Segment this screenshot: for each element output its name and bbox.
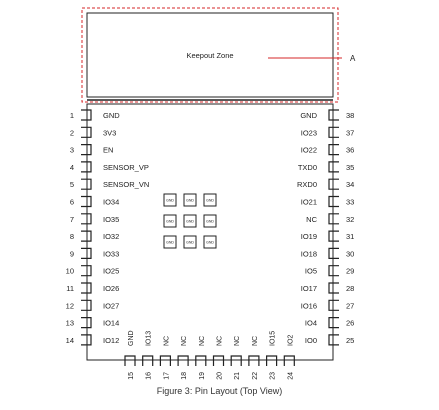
bottom-pin-pad <box>143 356 153 366</box>
left-pin-number: 2 <box>69 128 74 138</box>
bottom-pin-number: 20 <box>216 372 224 380</box>
center-pad-label: GND <box>186 240 194 245</box>
left-pin-label: IO33 <box>103 249 120 259</box>
bottom-pin-number: 19 <box>198 372 206 380</box>
right-pin-label: IO0 <box>304 335 317 345</box>
right-pin-pad <box>329 318 339 328</box>
bottom-pin-label: NC <box>216 335 224 346</box>
bottom-pin-pad <box>125 356 135 366</box>
bottom-pin-number: 15 <box>128 372 135 380</box>
bottom-pin-number: 22 <box>251 372 259 380</box>
right-pin-number: 26 <box>346 318 355 328</box>
bottom-pin-label: NC <box>163 335 171 346</box>
left-pin-pad <box>81 335 91 345</box>
right-pin-pad <box>329 179 339 189</box>
left-pin-number: 9 <box>69 249 74 259</box>
left-pin-label: IO34 <box>103 197 120 207</box>
left-pin-number: 5 <box>69 180 74 190</box>
right-pin-label: GND <box>300 111 317 120</box>
left-pin-pad <box>81 231 91 241</box>
bottom-pin-number: 24 <box>287 372 295 380</box>
left-pin-number: 10 <box>65 266 74 276</box>
left-pin-label: SENSOR_VP <box>103 162 149 172</box>
left-pin-number: 8 <box>69 232 74 242</box>
right-pin-label: IO4 <box>304 318 317 328</box>
bottom-pin-label: NC <box>181 335 189 346</box>
left-pin-label: IO32 <box>103 232 120 242</box>
bottom-pin-number: 17 <box>163 372 171 380</box>
left-pin-pad <box>81 283 91 293</box>
right-pin-number: 25 <box>346 335 355 345</box>
right-pin-number: 38 <box>346 111 355 120</box>
bottom-pin-pad <box>178 356 188 366</box>
left-pin-number: 13 <box>65 318 74 328</box>
right-pin-number: 33 <box>346 197 355 207</box>
left-pin-number: 4 <box>69 162 74 172</box>
right-pin-label: NC <box>306 214 317 224</box>
right-pin-pad <box>329 110 339 120</box>
right-pins <box>297 110 354 345</box>
left-pin-pad <box>81 179 91 189</box>
right-pin-number: 36 <box>346 145 355 155</box>
right-pin-number: 29 <box>346 266 355 276</box>
right-pin-number: 34 <box>346 180 355 190</box>
left-pin-label: SENSOR_VN <box>103 180 150 190</box>
bottom-pin-pad <box>214 356 224 366</box>
bottom-pin-label: NC <box>198 335 206 346</box>
left-pin-label: IO14 <box>103 318 120 328</box>
left-pin-label: IO26 <box>103 284 120 293</box>
center-pad-label: GND <box>166 240 174 245</box>
bottom-pin-label: IO13 <box>145 330 153 346</box>
bottom-pin-label: GND <box>128 330 135 346</box>
left-pin-label: IO12 <box>103 335 120 345</box>
bottom-pin-label: NC <box>251 335 259 346</box>
bottom-pins <box>125 330 294 379</box>
center-pad-label: GND <box>166 198 174 203</box>
left-pin-pad <box>81 162 91 172</box>
center-pad-label: GND <box>186 219 194 224</box>
module-body <box>87 104 333 360</box>
bottom-pin-pad <box>160 356 170 366</box>
right-pin-label: IO23 <box>300 128 317 138</box>
right-pin-pad <box>329 283 339 293</box>
right-pin-label: IO16 <box>300 301 317 311</box>
bottom-pin-number: 21 <box>234 372 242 380</box>
right-pin-pad <box>329 214 339 224</box>
center-pad-label: GND <box>206 198 214 203</box>
right-pin-number: 31 <box>346 232 355 242</box>
right-pin-label: IO18 <box>300 249 317 259</box>
right-pin-number: 27 <box>346 301 355 311</box>
figure-caption: Figure 3: Pin Layout (Top View) <box>156 386 283 396</box>
right-pin-label: IO5 <box>304 266 317 276</box>
right-pin-label: TXD0 <box>297 162 317 172</box>
right-pin-pad <box>329 145 339 155</box>
center-pad-label: GND <box>206 240 214 245</box>
left-pin-number: 14 <box>65 335 74 345</box>
right-pin-pad <box>329 300 339 310</box>
left-pin-pad <box>81 214 91 224</box>
callout-label: A <box>350 54 356 63</box>
left-pin-pad <box>81 145 91 155</box>
left-pin-pad <box>81 248 91 258</box>
left-pin-number: 11 <box>66 284 74 293</box>
bottom-pin-pad <box>284 356 294 366</box>
center-pad-label: GND <box>206 219 214 224</box>
right-pin-number: 28 <box>346 284 355 293</box>
left-pin-label: IO35 <box>103 214 120 224</box>
right-pin-pad <box>329 127 339 137</box>
left-pin-pad <box>81 318 91 328</box>
bottom-pin-label: IO15 <box>269 330 277 346</box>
right-pin-pad <box>329 162 339 172</box>
right-pin-pad <box>329 335 339 345</box>
center-pad-label: GND <box>186 198 194 203</box>
right-pin-pad <box>329 231 339 241</box>
left-pin-label: 3V3 <box>103 128 117 138</box>
left-pin-label: IO25 <box>103 266 120 276</box>
right-pin-pad <box>329 248 339 258</box>
right-pin-label: RXD0 <box>296 180 317 190</box>
keepout-zone-label: Keepout Zone <box>186 51 234 60</box>
left-pin-pad <box>81 197 91 207</box>
left-pin-pad <box>81 127 91 137</box>
center-pads <box>164 194 216 248</box>
right-pin-number: 35 <box>346 162 355 172</box>
center-pad-label: GND <box>166 219 174 224</box>
left-pin-number: 3 <box>69 145 74 155</box>
right-pin-number: 32 <box>346 214 355 224</box>
left-pin-label: IO27 <box>103 301 120 311</box>
left-pin-number: 7 <box>69 214 74 224</box>
bottom-pin-number: 18 <box>181 372 189 380</box>
right-pin-label: IO17 <box>300 284 317 293</box>
right-pin-label: IO21 <box>300 197 317 207</box>
right-pin-number: 30 <box>346 249 355 259</box>
left-pin-number: 12 <box>65 301 74 311</box>
right-pin-label: IO19 <box>300 232 317 242</box>
bottom-pin-label: NC <box>234 335 242 346</box>
left-pins <box>66 110 150 345</box>
left-pin-number: 6 <box>69 197 74 207</box>
bottom-pin-pad <box>249 356 259 366</box>
left-pin-pad <box>81 266 91 276</box>
left-pin-number: 1 <box>69 111 74 120</box>
bottom-pin-number: 23 <box>269 372 277 380</box>
bottom-pin-pad <box>196 356 206 366</box>
right-pin-pad <box>329 266 339 276</box>
right-pin-label: IO22 <box>300 145 317 155</box>
bottom-pin-pad <box>267 356 277 366</box>
left-pin-pad <box>81 110 91 120</box>
bottom-pin-pad <box>231 356 241 366</box>
right-pin-number: 37 <box>346 128 355 138</box>
right-pin-pad <box>329 197 339 207</box>
bottom-pin-number: 16 <box>145 372 153 380</box>
left-pin-label: EN <box>103 145 114 155</box>
bottom-pin-label: IO2 <box>287 334 295 346</box>
left-pin-pad <box>81 300 91 310</box>
left-pin-label: GND <box>103 111 120 120</box>
